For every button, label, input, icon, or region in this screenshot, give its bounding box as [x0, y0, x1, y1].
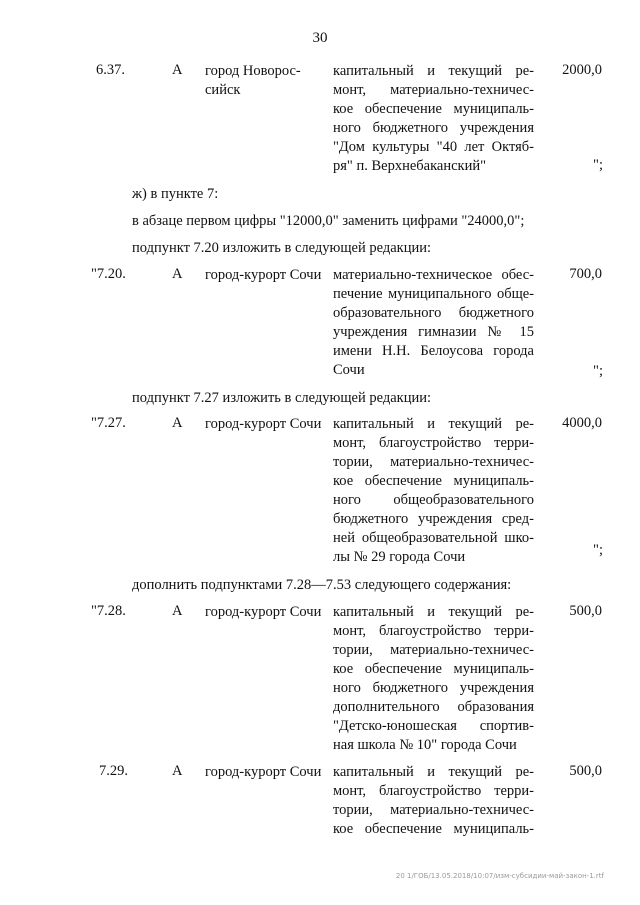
- item-municipality: город-курорт Сочи: [205, 416, 322, 432]
- item-municipality: город Новорос- сийск: [205, 63, 301, 98]
- item-number: 7.29.: [99, 763, 128, 779]
- closing-quote: ";: [593, 157, 603, 173]
- paragraph: ж) в пункте 7:: [132, 186, 219, 202]
- item-description: капитальный и текущий ре- монт, благоустройство терри- тории, материально-техничес- кое обеспечение муниципаль- ного бюджетного учреждения дополнительного образования "Детско-юношеская спортив- ная школа № 10" города Сочи: [333, 604, 534, 753]
- item-municipality: город-курорт Сочи: [205, 267, 322, 283]
- closing-quote: ";: [593, 363, 603, 379]
- item-category: А: [172, 62, 183, 78]
- item-amount: 700,0: [569, 266, 602, 282]
- item-number: 6.37.: [96, 62, 125, 78]
- paragraph: подпункт 7.27 изложить в следующей редакции:: [132, 390, 432, 406]
- item-category: А: [172, 415, 183, 431]
- item-number: "7.27.: [91, 415, 126, 431]
- item-category: А: [172, 266, 183, 282]
- item-description: капитальный и текущий ре- монт, благоустройство терри- тории, материально-техничес- кое обеспечение муниципаль- ного общеобразовательного бюджетного учреждения сред- ней общеобразовательной шко- лы № 29 города Сочи: [333, 416, 534, 565]
- item-description: материально-техническое обес- печение муниципального обще- образовательного бюджетного учреждения гимназии № 15 имени Н.Н. Белоусова города Сочи: [333, 267, 534, 378]
- item-municipality: город-курорт Сочи: [205, 764, 322, 780]
- item-category: А: [172, 603, 183, 619]
- item-municipality: город-курорт Сочи: [205, 604, 322, 620]
- item-category: А: [172, 763, 183, 779]
- item-number: "7.28.: [91, 603, 126, 619]
- item-amount: 500,0: [569, 763, 602, 779]
- footer-file-path: 20 1/ГОБ/13.05.2018/10:07/изм-субсидии-май-закон-1.rtf: [395, 872, 604, 880]
- paragraph: подпункт 7.20 изложить в следующей редакции:: [132, 240, 432, 256]
- item-description: капитальный и текущий ре- монт, благоустройство терри- тории, материально-техничес- кое обеспечение муниципаль-: [333, 764, 534, 837]
- item-number: "7.20.: [91, 266, 126, 282]
- page-number: 30: [312, 30, 328, 46]
- item-amount: 500,0: [569, 603, 602, 619]
- item-amount: 2000,0: [562, 62, 602, 78]
- paragraph: в абзаце первом цифры "12000,0" заменить цифрами "24000,0";: [132, 213, 525, 229]
- closing-quote: ";: [593, 542, 603, 558]
- paragraph: дополнить подпунктами 7.28—7.53 следующего содержания:: [132, 577, 512, 593]
- item-amount: 4000,0: [562, 415, 602, 431]
- item-description: капитальный и текущий ре- монт, материально-техничес- кое обеспечение муниципаль- ного бюджетного учреждения "Дом культуры "40 лет Октяб- ря" п. Верхнебаканский": [333, 63, 534, 174]
